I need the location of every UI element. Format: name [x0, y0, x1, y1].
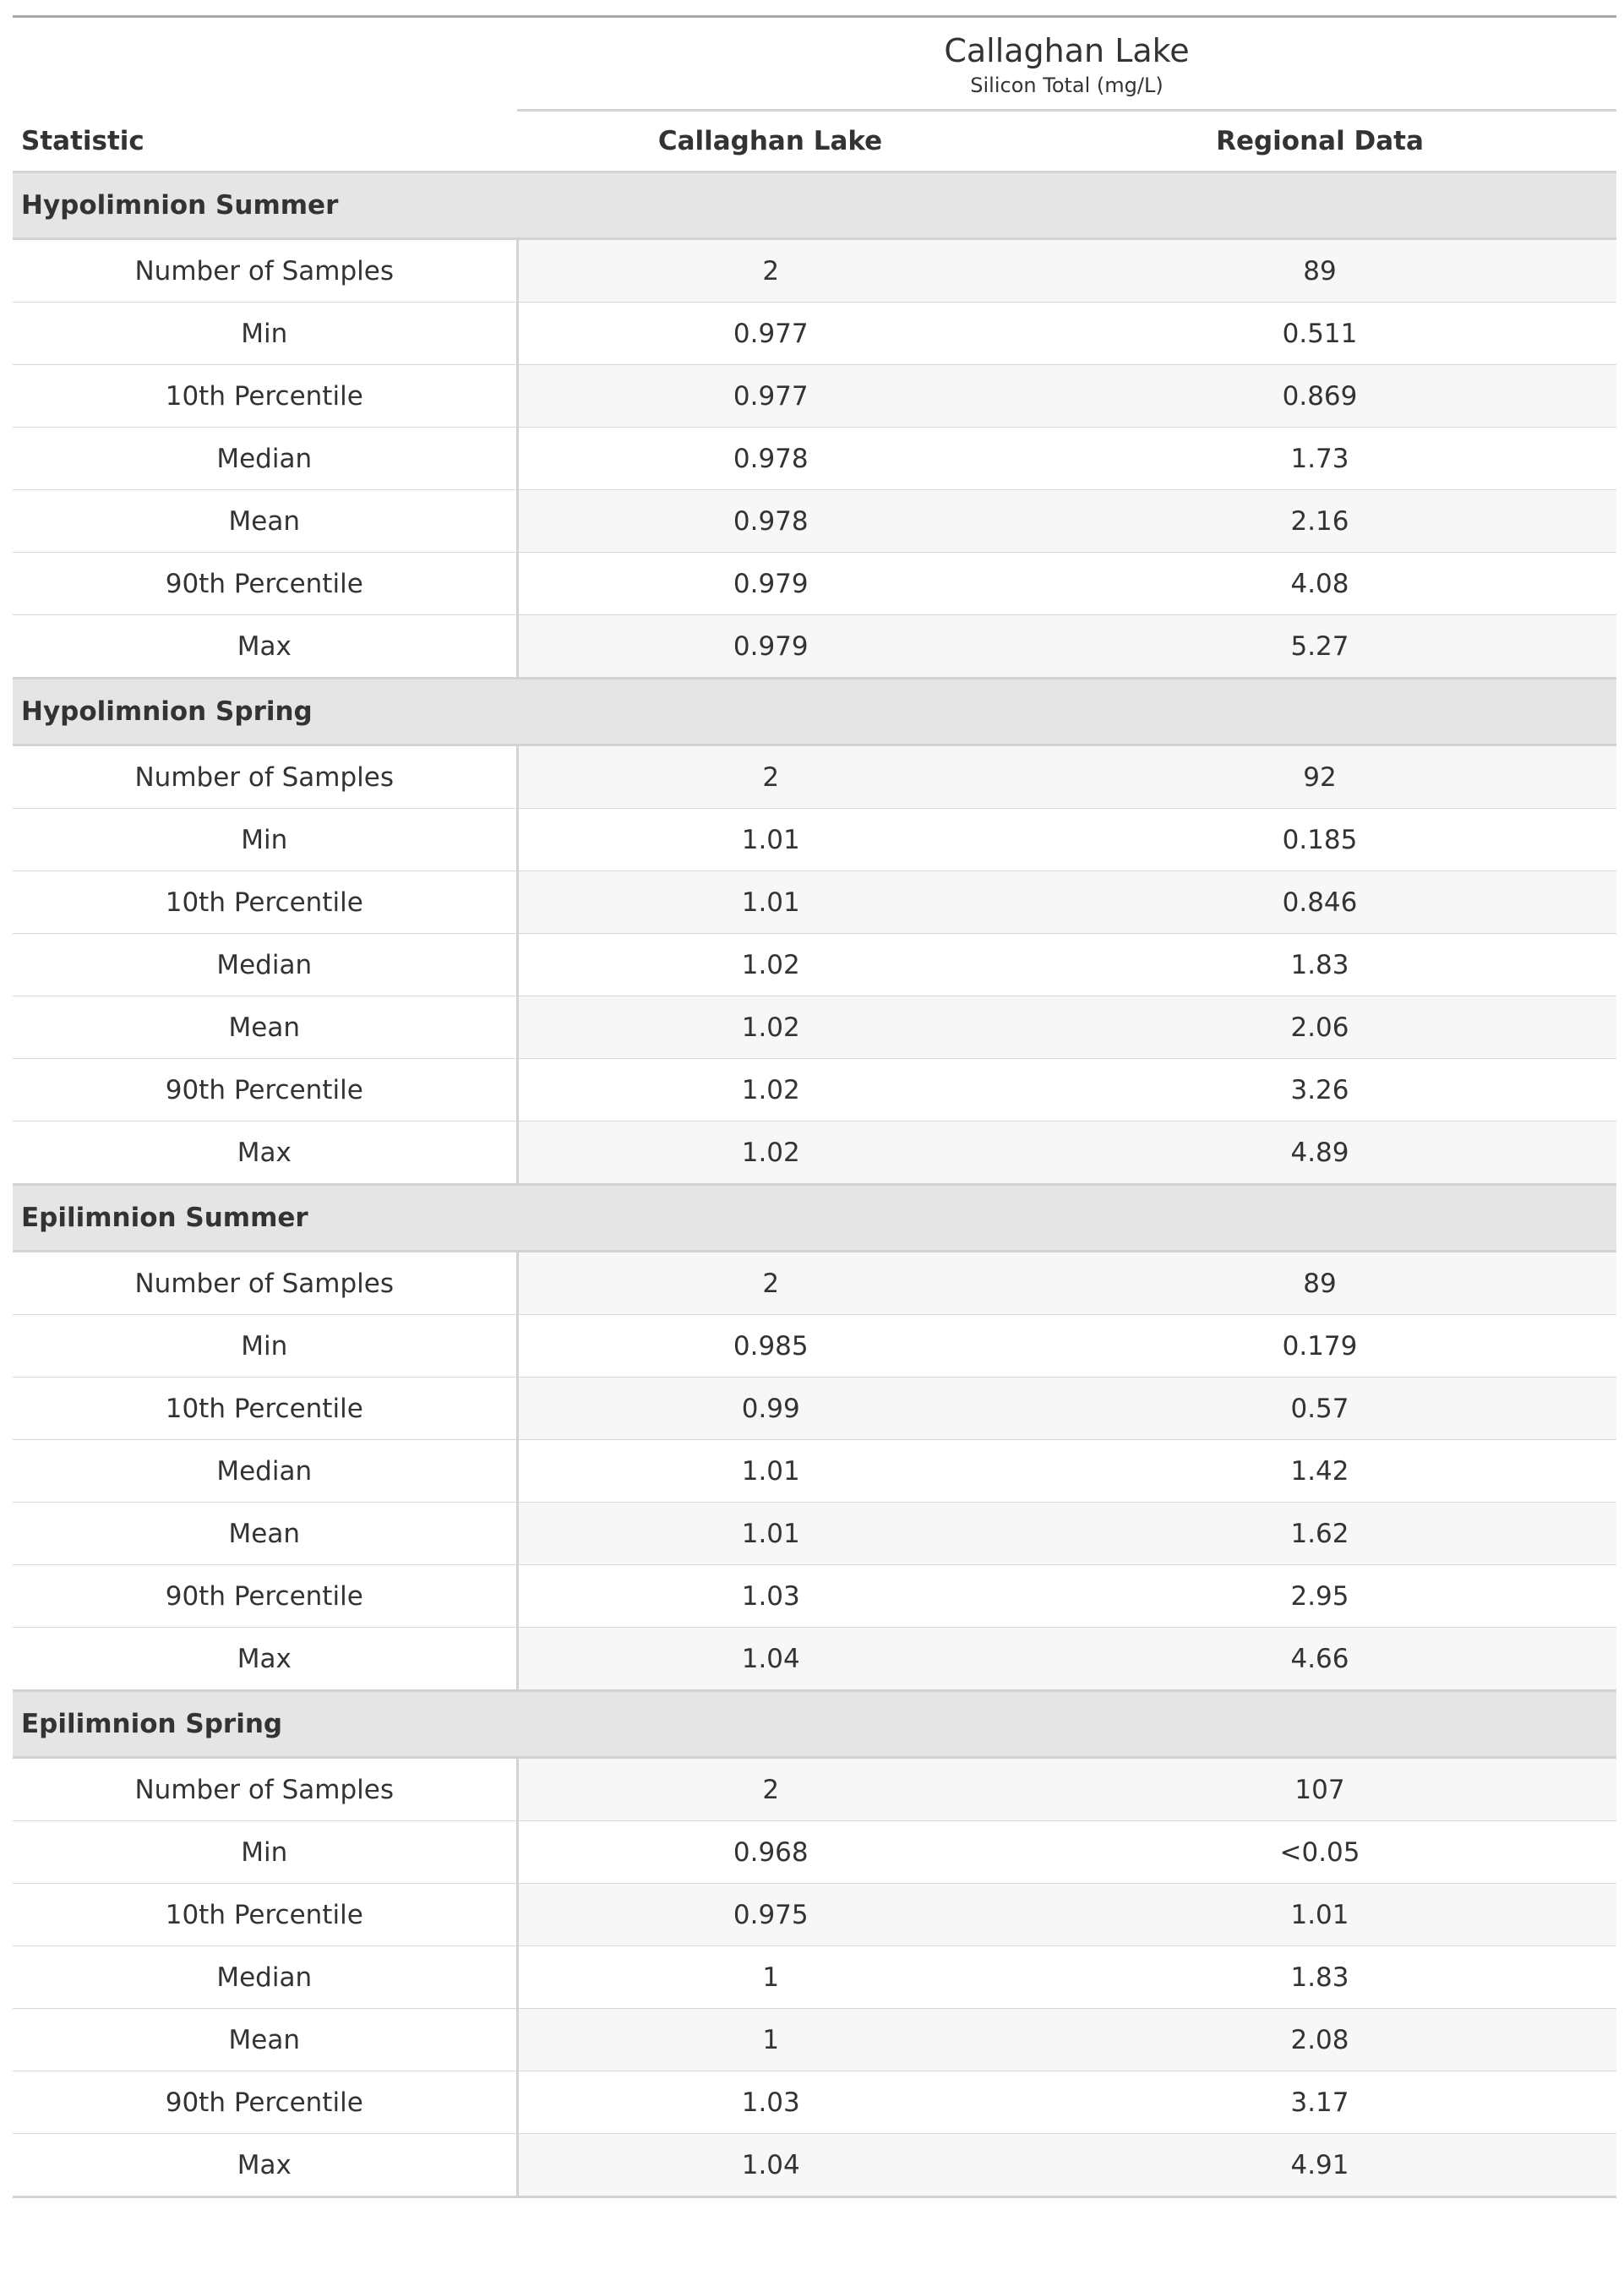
- lake-value-cell: 1.04: [517, 1628, 1023, 1691]
- table-row: [13, 1565, 1616, 1628]
- statistic-cell: Min: [13, 303, 517, 365]
- lake-value-cell: 0.979: [517, 615, 1023, 679]
- regional-value-cell: 3.26: [1023, 1059, 1616, 1121]
- regional-value-cell: 1.62: [1023, 1503, 1616, 1565]
- lake-value-cell: 2: [517, 745, 1023, 809]
- group-label: Hypolimnion Spring: [13, 679, 1616, 745]
- table-row: [13, 1758, 1616, 1821]
- statistic-cell: Number of Samples: [13, 239, 517, 303]
- statistic-cell: 90th Percentile: [13, 1059, 517, 1121]
- table-subtitle: Silicon Total (mg/L): [517, 68, 1616, 112]
- regional-value-cell: 2.95: [1023, 1565, 1616, 1628]
- lake-value-cell: 1.02: [517, 1121, 1023, 1185]
- group-label: Hypolimnion Summer: [13, 172, 1616, 239]
- statistic-cell: Min: [13, 1315, 517, 1378]
- statistic-cell: 90th Percentile: [13, 1565, 517, 1628]
- statistic-cell: Min: [13, 809, 517, 871]
- table-row: [13, 996, 1616, 1059]
- table-body: [13, 172, 1616, 2197]
- regional-value-cell: 5.27: [1023, 615, 1616, 679]
- regional-value-cell: 0.179: [1023, 1315, 1616, 1378]
- statistic-cell: Median: [13, 934, 517, 996]
- regional-value-cell: 3.17: [1023, 2071, 1616, 2134]
- table-row: [13, 1378, 1616, 1440]
- group-label: Epilimnion Spring: [13, 1691, 1616, 1758]
- lake-value-cell: 0.975: [517, 1884, 1023, 1946]
- lake-value-cell: 1.03: [517, 2071, 1023, 2134]
- group-header-row: [13, 172, 1616, 239]
- lake-value-cell: 2: [517, 239, 1023, 303]
- group-header-row: [13, 1185, 1616, 1252]
- regional-value-cell: 2.06: [1023, 996, 1616, 1059]
- lake-value-cell: 1.01: [517, 1440, 1023, 1503]
- lake-value-cell: 0.99: [517, 1378, 1023, 1440]
- statistic-cell: Mean: [13, 490, 517, 553]
- regional-value-cell: 0.869: [1023, 365, 1616, 428]
- statistic-cell: Max: [13, 1628, 517, 1691]
- statistic-cell: Min: [13, 1821, 517, 1884]
- regional-value-cell: 1.83: [1023, 1946, 1616, 2009]
- title-spacer: [13, 17, 517, 112]
- lake-value-cell: 1.04: [517, 2134, 1023, 2197]
- table-row: [13, 1315, 1616, 1378]
- regional-value-cell: 0.57: [1023, 1378, 1616, 1440]
- statistic-cell: 90th Percentile: [13, 2071, 517, 2134]
- statistic-cell: Median: [13, 1440, 517, 1503]
- lake-value-cell: 0.985: [517, 1315, 1023, 1378]
- lake-value-cell: 1: [517, 2009, 1023, 2071]
- lake-value-cell: 1.02: [517, 996, 1023, 1059]
- lake-value-cell: 1.03: [517, 1565, 1023, 1628]
- statistic-cell: 10th Percentile: [13, 1884, 517, 1946]
- regional-value-cell: 4.91: [1023, 2134, 1616, 2197]
- statistic-cell: Number of Samples: [13, 1758, 517, 1821]
- table-row: [13, 1503, 1616, 1565]
- table-row: [13, 2071, 1616, 2134]
- lake-value-cell: 0.968: [517, 1821, 1023, 1884]
- group-label: Epilimnion Summer: [13, 1185, 1616, 1252]
- column-header-statistic: Statistic: [13, 112, 517, 172]
- table-row: [13, 1884, 1616, 1946]
- regional-value-cell: 107: [1023, 1758, 1616, 1821]
- regional-value-cell: 0.511: [1023, 303, 1616, 365]
- table-row: [13, 1821, 1616, 1884]
- regional-value-cell: 4.89: [1023, 1121, 1616, 1185]
- regional-value-cell: 1.83: [1023, 934, 1616, 996]
- lake-value-cell: 1.01: [517, 871, 1023, 934]
- table-row: [13, 1440, 1616, 1503]
- statistic-cell: Median: [13, 1946, 517, 2009]
- statistic-cell: Number of Samples: [13, 1252, 517, 1315]
- regional-value-cell: 92: [1023, 745, 1616, 809]
- lake-value-cell: 0.977: [517, 303, 1023, 365]
- statistic-cell: 90th Percentile: [13, 553, 517, 615]
- regional-value-cell: 2.16: [1023, 490, 1616, 553]
- table-row: [13, 615, 1616, 679]
- table-row: [13, 1059, 1616, 1121]
- column-header-lake: Callaghan Lake: [517, 112, 1023, 172]
- group-header-row: [13, 1691, 1616, 1758]
- regional-value-cell: 4.08: [1023, 553, 1616, 615]
- lake-value-cell: 1.02: [517, 934, 1023, 996]
- table-row: [13, 2009, 1616, 2071]
- statistic-cell: Mean: [13, 996, 517, 1059]
- title-cell: [517, 17, 1616, 112]
- statistic-cell: Median: [13, 428, 517, 490]
- title-row: [13, 17, 1616, 112]
- regional-value-cell: 2.08: [1023, 2009, 1616, 2071]
- statistic-cell: Mean: [13, 2009, 517, 2071]
- table-row: [13, 2134, 1616, 2197]
- lake-value-cell: 1.01: [517, 809, 1023, 871]
- statistic-cell: Max: [13, 615, 517, 679]
- lake-value-cell: 0.977: [517, 365, 1023, 428]
- regional-value-cell: 0.846: [1023, 871, 1616, 934]
- lake-value-cell: 1.01: [517, 1503, 1023, 1565]
- table-row: [13, 303, 1616, 365]
- statistic-cell: 10th Percentile: [13, 871, 517, 934]
- summary-table: [13, 15, 1616, 2198]
- regional-value-cell: 1.01: [1023, 1884, 1616, 1946]
- table-row: [13, 490, 1616, 553]
- summary-table-container: [13, 15, 1616, 2198]
- lake-value-cell: 1: [517, 1946, 1023, 2009]
- table-row: [13, 553, 1616, 615]
- lake-value-cell: 1.02: [517, 1059, 1023, 1121]
- table-row: [13, 239, 1616, 303]
- table-row: [13, 809, 1616, 871]
- regional-value-cell: 89: [1023, 239, 1616, 303]
- lake-value-cell: 2: [517, 1252, 1023, 1315]
- table-row: [13, 1252, 1616, 1315]
- statistic-cell: 10th Percentile: [13, 1378, 517, 1440]
- lake-value-cell: 2: [517, 1758, 1023, 1821]
- statistic-cell: 10th Percentile: [13, 365, 517, 428]
- regional-value-cell: 4.66: [1023, 1628, 1616, 1691]
- regional-value-cell: 0.185: [1023, 809, 1616, 871]
- statistic-cell: Number of Samples: [13, 745, 517, 809]
- group-header-row: [13, 679, 1616, 745]
- column-header-regional: Regional Data: [1023, 112, 1616, 172]
- table-row: [13, 1628, 1616, 1691]
- table-row: [13, 745, 1616, 809]
- regional-value-cell: <0.05: [1023, 1821, 1616, 1884]
- lake-value-cell: 0.978: [517, 428, 1023, 490]
- statistic-cell: Mean: [13, 1503, 517, 1565]
- table-row: [13, 428, 1616, 490]
- table-row: [13, 1121, 1616, 1185]
- lake-value-cell: 0.979: [517, 553, 1023, 615]
- lake-value-cell: 0.978: [517, 490, 1023, 553]
- column-header-row: [13, 112, 1616, 172]
- table-row: [13, 934, 1616, 996]
- regional-value-cell: 1.73: [1023, 428, 1616, 490]
- regional-value-cell: 89: [1023, 1252, 1616, 1315]
- statistic-cell: Max: [13, 1121, 517, 1185]
- table-title: Callaghan Lake: [944, 32, 1190, 69]
- regional-value-cell: 1.42: [1023, 1440, 1616, 1503]
- table-row: [13, 365, 1616, 428]
- table-row: [13, 871, 1616, 934]
- table-row: [13, 1946, 1616, 2009]
- statistic-cell: Max: [13, 2134, 517, 2197]
